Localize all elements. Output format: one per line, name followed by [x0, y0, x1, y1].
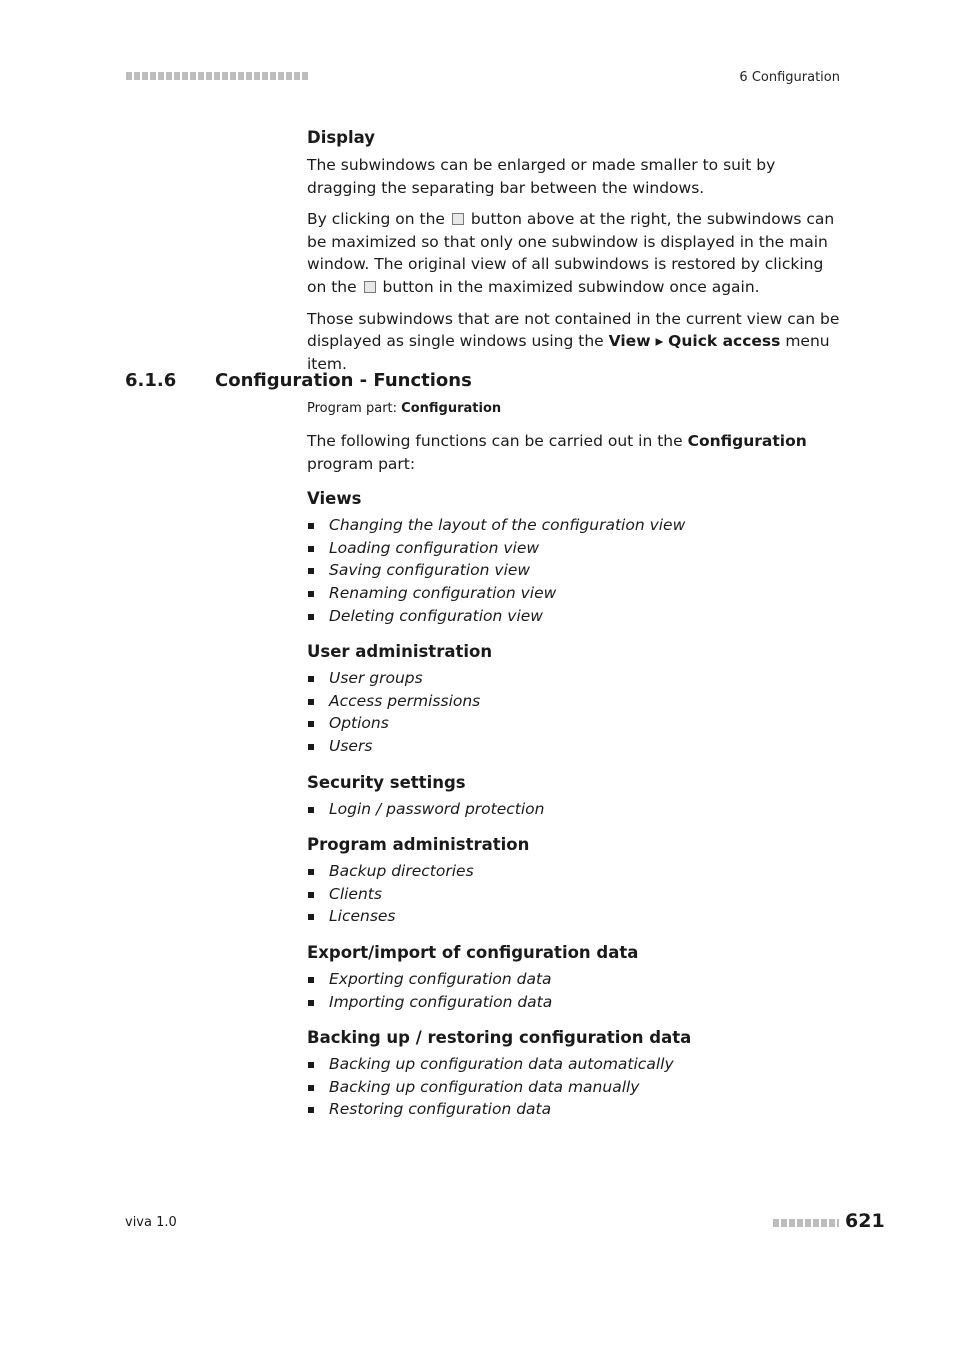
display-paragraph-2: By clicking on the button above at the right, the subwindows can be maximized so that only one subwindow is displayed in the main window. The original view of all subwindows is restored by clicking on the button in the maximized subwindow once again. [307, 210, 835, 296]
list-item: Renaming configuration view [307, 582, 847, 605]
list-item: Saving configuration view [307, 559, 847, 582]
menu-arrow-icon: ▸ [655, 332, 664, 351]
display-heading: Display [307, 128, 376, 147]
display-paragraph-3: Those subwindows that are not contained in the current view can be displayed as single windows using the View ▸ Quick access menu item. [307, 309, 840, 373]
display-paragraph-1: The subwindows can be enlarged or made smaller to suit by dragging the separating bar between the windows. [307, 156, 776, 197]
list-item: Clients [307, 883, 847, 906]
section-heading [125, 370, 855, 391]
maximize-button-icon [452, 213, 464, 225]
display-section [307, 126, 847, 384]
group-heading: Backing up / restoring configuration data [307, 1028, 692, 1048]
header-decoration [126, 72, 308, 80]
list-item: Importing configuration data [307, 991, 847, 1014]
footer-decoration [773, 1219, 839, 1227]
group-heading: Views [307, 489, 362, 509]
menu-view: View [608, 332, 651, 351]
list-item: Users [307, 735, 847, 758]
list-item: Restoring configuration data [307, 1098, 847, 1121]
list-item: Backup directories [307, 860, 847, 883]
program-part: Program part: Configuration [307, 401, 502, 416]
list-item: Exporting configuration data [307, 968, 847, 991]
function-group [307, 640, 847, 757]
restore-button-icon [364, 281, 376, 293]
list-item: Access permissions [307, 690, 847, 713]
list-item: Loading configuration view [307, 537, 847, 560]
section-number: 6.1.6 [125, 370, 177, 391]
function-group [307, 1026, 847, 1121]
group-list [307, 798, 847, 821]
list-item: Backing up configuration data automatically [307, 1053, 847, 1076]
group-list [307, 1053, 847, 1121]
function-group [307, 833, 847, 928]
functions-intro: The following functions can be carried out in the Configuration program part: [307, 432, 807, 473]
group-list [307, 667, 847, 757]
list-item: User groups [307, 667, 847, 690]
functions-section [307, 400, 847, 1134]
list-item: Licenses [307, 905, 847, 928]
page-number: 621 [845, 1210, 885, 1232]
menu-quick-access: Quick access [668, 332, 781, 351]
list-item: Options [307, 712, 847, 735]
running-header-chapter: 6 Configuration [739, 70, 840, 85]
list-item: Backing up configuration data manually [307, 1076, 847, 1099]
group-heading: Export/import of configuration data [307, 942, 639, 962]
list-item: Login / password protection [307, 798, 847, 821]
function-group [307, 487, 847, 627]
group-heading: Security settings [307, 772, 466, 792]
list-item: Deleting configuration view [307, 605, 847, 628]
group-heading: User administration [307, 642, 493, 662]
group-list [307, 968, 847, 1013]
group-heading: Program administration [307, 835, 530, 855]
footer-product: viva 1.0 [125, 1215, 177, 1230]
group-list [307, 514, 847, 627]
list-item: Changing the layout of the configuration view [307, 514, 847, 537]
group-list [307, 860, 847, 928]
function-group [307, 771, 847, 821]
section-title: Configuration - Functions [215, 370, 472, 391]
function-groups [307, 487, 847, 1121]
function-group [307, 941, 847, 1013]
